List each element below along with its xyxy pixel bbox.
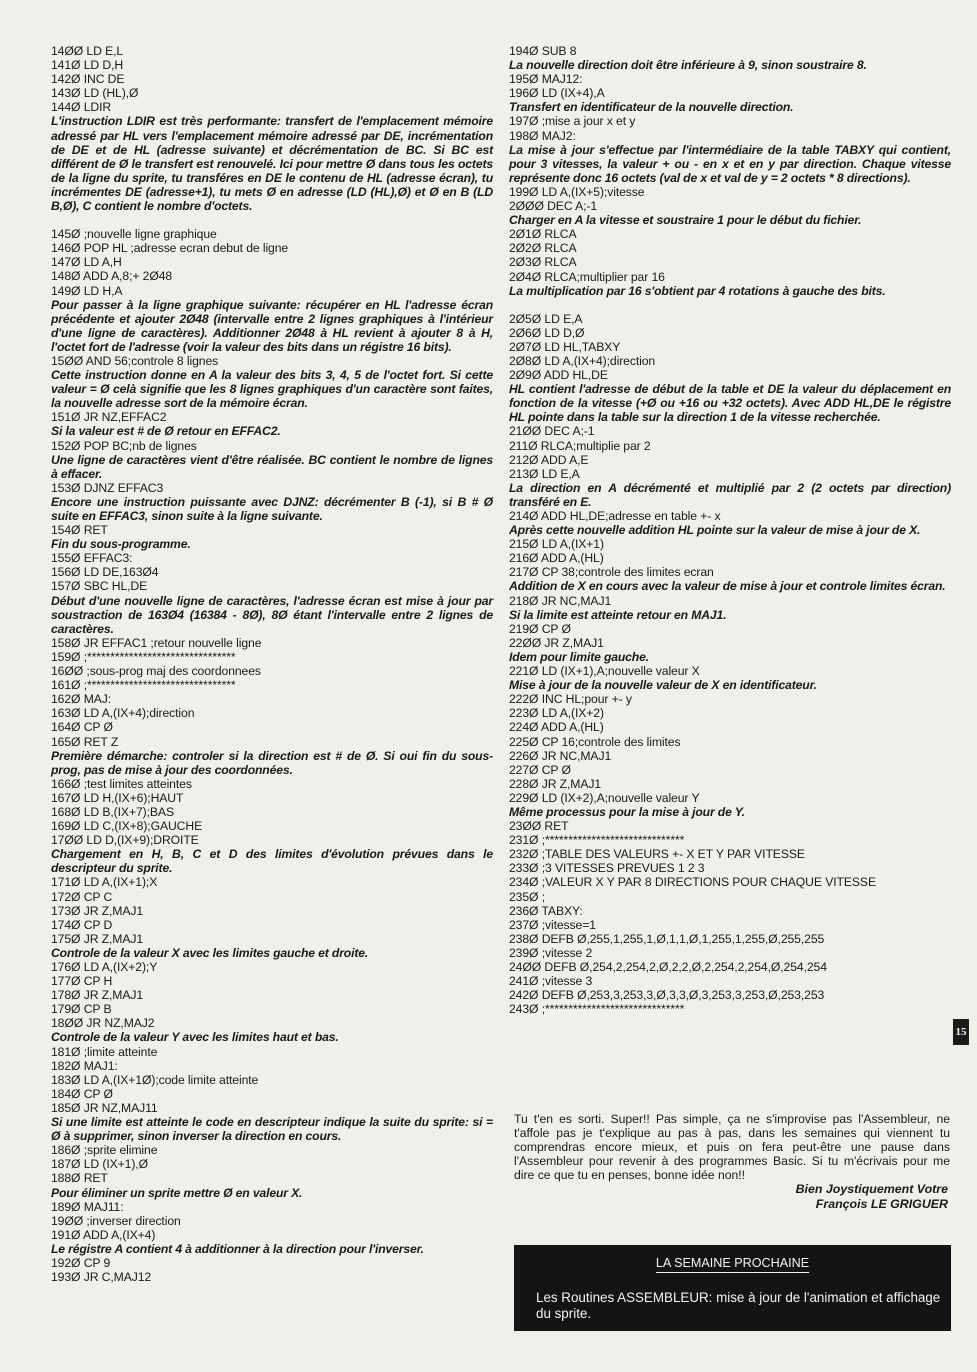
code-line: 149Ø LD H,A bbox=[51, 283, 123, 298]
code-line: 154Ø RET bbox=[51, 523, 108, 538]
code-line: 221Ø LD (IX+1),A;nouvelle valeur X bbox=[509, 664, 700, 679]
closing-section bbox=[514, 1112, 950, 1212]
code-line: 2ØØØ DEC A;-1 bbox=[509, 199, 598, 214]
code-line: 216Ø ADD A,(HL) bbox=[509, 551, 604, 566]
code-line: 2Ø8Ø LD A,(IX+4);direction bbox=[509, 353, 656, 368]
code-line: 158Ø JR EFFAC1 ;retour nouvelle ligne bbox=[51, 635, 262, 650]
code-line: 147Ø LD A,H bbox=[51, 255, 122, 270]
code-line: 229Ø LD (IX+2),A;nouvelle valeur Y bbox=[509, 790, 700, 805]
commentary-text: Pour passer à la ligne graphique suivante: récupérer en HL l'adresse écran précédente et ajouter 2Ø48 (intervalle entre 2 lignes graphiques à l'intérieur d'une ligne de caractères). Additionner 2Ø48 à HL revient à ajouter 8 à H, l'octet fort de l'adresse (voir la valeur des bits dans un régistre 16 bits). bbox=[51, 297, 493, 354]
code-line: 233Ø ;3 VITESSES PREVUES 1 2 3 bbox=[509, 861, 705, 876]
code-line: 156Ø LD DE,163Ø4 bbox=[51, 565, 159, 580]
code-line: 162Ø MAJ: bbox=[51, 692, 112, 707]
code-line: 161Ø ;******************************** bbox=[51, 678, 236, 693]
code-line: 2Ø1Ø RLCA bbox=[509, 227, 577, 242]
code-line: 177Ø CP H bbox=[51, 974, 113, 989]
code-line: 214Ø ADD HL,DE;adresse en table +- x bbox=[509, 509, 721, 523]
code-line: 171Ø LD A,(IX+1);X bbox=[51, 875, 158, 890]
code-line: 239Ø ;vitesse 2 bbox=[509, 945, 593, 960]
commentary-text: Encore une instruction puissante avec DJNZ: décrémenter B (-1), si B # Ø suite en EFFAC3, sinon suite à la ligne suivante. bbox=[51, 494, 493, 523]
left-column bbox=[51, 44, 493, 1284]
closing-paragraph: Tu t'en es sorti. Super!! Pas simple, ça ne s'improvise pas l'Assembleur, ne t'affole pas je t'explique au pas à pas, dans les semaines qui viennent tu comprendras encore mieux, et puis on fera peut-être une pause dans l'Assembleur pour revenir à des programmes Basic. Si tu m'écrivais pour me dire ce que tu en penses, bonne idée non!! bbox=[514, 1112, 950, 1183]
commentary-text: HL contient l'adresse de début de la table et DE la valeur du déplacement en fonction de la vitesse (+Ø ou +16 ou +32 octets). Avec ADD HL,DE le régistre HL pointe dans la table sur la direction 1 de la vitesse recherchée. bbox=[509, 382, 951, 425]
code-line: 197Ø ;mise a jour x et y bbox=[509, 114, 636, 129]
code-line: 159Ø ;******************************** bbox=[51, 649, 236, 664]
code-line: 191Ø ADD A,(IX+4) bbox=[51, 1227, 156, 1242]
commentary-text: Première démarche: controler si la direction est # de Ø. Si oui fin du sous-prog, pas de mise à jour des coordonnées. bbox=[51, 748, 493, 777]
code-line: 157Ø SBC HL,DE bbox=[51, 579, 148, 594]
code-line: 141Ø LD D,H bbox=[51, 58, 124, 73]
code-line: 237Ø ;vitesse=1 bbox=[509, 917, 596, 932]
code-line: 219Ø CP Ø bbox=[509, 621, 571, 636]
code-line: 178Ø JR Z,MAJ1 bbox=[51, 988, 144, 1003]
commentary-text: Fin du sous-programme. bbox=[51, 537, 191, 552]
code-line: 14ØØ LD E,L bbox=[51, 44, 124, 58]
code-line: 235Ø ; bbox=[509, 889, 545, 904]
code-line: 179Ø CP B bbox=[51, 1002, 112, 1017]
code-line: 2Ø3Ø RLCA bbox=[509, 255, 577, 270]
code-line: 213Ø LD E,A bbox=[509, 466, 580, 481]
commentary-text: Mise à jour de la nouvelle valeur de X en identificateur. bbox=[509, 678, 817, 693]
commentary-text: Transfert en identificateur de la nouvelle direction. bbox=[509, 100, 794, 115]
code-line: 168Ø LD B,(IX+7);BAS bbox=[51, 804, 174, 819]
code-line: 19ØØ ;inverser direction bbox=[51, 1213, 181, 1228]
code-line: 189Ø MAJ11: bbox=[51, 1199, 124, 1214]
code-line: 227Ø CP Ø bbox=[509, 762, 571, 777]
code-line: 184Ø CP Ø bbox=[51, 1086, 113, 1101]
code-line: 164Ø CP Ø bbox=[51, 720, 113, 735]
code-line: 193Ø JR C,MAJ12 bbox=[51, 1270, 152, 1285]
code-line: 172Ø CP C bbox=[51, 889, 113, 904]
code-line: 234Ø ;VALEUR X Y PAR 8 DIRECTIONS POUR CHAQUE VITESSE bbox=[509, 875, 876, 890]
code-line: 188Ø RET bbox=[51, 1171, 108, 1186]
code-line: 146Ø POP HL ;adresse ecran debut de ligne bbox=[51, 241, 289, 256]
commentary-text: Chargement en H, B, C et D des limites d'évolution prévues dans le descripteur du sprite. bbox=[51, 847, 493, 876]
code-line: 18ØØ JR NZ,MAJ2 bbox=[51, 1016, 155, 1031]
commentary-text: Le régistre A contient 4 à additionner à la direction pour l'inverser. bbox=[51, 1241, 424, 1256]
code-line: 16ØØ ;sous-prog maj des coordonnees bbox=[51, 664, 261, 679]
code-line: 231Ø ;****************************** bbox=[509, 833, 685, 848]
commentary-text: La multiplication par 16 s'obtient par 4 rotations à gauche des bits. bbox=[509, 283, 886, 298]
commentary-text: Idem pour limite gauche. bbox=[509, 649, 649, 664]
commentary-text: Si une limite est atteinte le code en descripteur indique la suite du sprite: si = Ø à supprimer, sinon inverser la direction en cours. bbox=[51, 1115, 493, 1144]
code-line: 215Ø LD A,(IX+1) bbox=[509, 537, 604, 552]
code-line: 163Ø LD A,(IX+4);direction bbox=[51, 706, 195, 721]
code-line: 153Ø DJNZ EFFAC3 bbox=[51, 480, 164, 495]
code-line: 2Ø2Ø RLCA bbox=[509, 241, 577, 256]
code-line: 144Ø LDIR bbox=[51, 100, 112, 115]
code-line: 196Ø LD (IX+4),A bbox=[509, 86, 605, 101]
code-line: 173Ø JR Z,MAJ1 bbox=[51, 903, 144, 918]
code-line: 242Ø DEFB Ø,253,3,253,3,Ø,3,3,Ø,3,253,3,253,Ø,253,253 bbox=[509, 988, 825, 1003]
code-line: 185Ø JR NZ,MAJ11 bbox=[51, 1100, 158, 1115]
commentary-text: L'instruction LDIR est très performante: transfert de l'emplacement mémoire adressé par HL vers l'emplacement mémoire adressé par DE, incrémentation de DE et de HL (adresse suivante) et décrémentation de BC. Si BC est différent de Ø le transfert est renouvelé. Ici pour mettre Ø dans tous les octets de la ligne du sprite, tu transféres en DE le contenu de HL (adresse écran), tu incrémentes DE (adresse+1), tu mets Ø en adresse (LD (HL),Ø) et Ø en B (LD B,Ø), C contient le nombre d'octets. bbox=[51, 114, 493, 214]
code-line: 151Ø JR NZ,EFFAC2 bbox=[51, 410, 167, 425]
commentary-text: Controle de la valeur X avec les limites gauche et droite. bbox=[51, 945, 369, 960]
code-line: 192Ø CP 9 bbox=[51, 1255, 111, 1270]
code-line: 224Ø ADD A,(HL) bbox=[509, 720, 604, 735]
next-week-box bbox=[514, 1245, 951, 1331]
signature-line-2: François LE GRIGUER bbox=[815, 1197, 948, 1212]
code-line: 198Ø MAJ2: bbox=[509, 128, 576, 143]
code-line: 148Ø ADD A,8;+ 2Ø48 bbox=[51, 269, 173, 284]
commentary-text: Même processus pour la mise à jour de Y. bbox=[509, 804, 745, 819]
code-line: 228Ø JR Z,MAJ1 bbox=[509, 776, 602, 791]
spacer bbox=[509, 298, 951, 312]
code-line: 211Ø RLCA;multiplie par 2 bbox=[509, 438, 651, 453]
commentary-text: Si la valeur est # de Ø retour en EFFAC2. bbox=[51, 424, 281, 439]
code-line: 236Ø TABXY: bbox=[509, 903, 583, 918]
code-line: 174Ø CP D bbox=[51, 917, 113, 932]
code-line: 186Ø ;sprite elimine bbox=[51, 1143, 158, 1158]
next-week-text: Les Routines ASSEMBLEUR: mise à jour de l'animation et affichage du sprite. bbox=[536, 1290, 941, 1321]
code-line: 169Ø LD C,(IX+8);GAUCHE bbox=[51, 819, 203, 834]
code-line: 194Ø SUB 8 bbox=[509, 44, 577, 58]
code-line: 2Ø4Ø RLCA;multiplier par 16 bbox=[509, 269, 665, 284]
code-line: 23ØØ RET bbox=[509, 819, 569, 834]
code-line: 199Ø LD A,(IX+5);vitesse bbox=[509, 184, 645, 199]
code-line: 167Ø LD H,(IX+6);HAUT bbox=[51, 790, 184, 805]
commentary-text: La nouvelle direction doit être inférieure à 9, sinon soustraire 8. bbox=[509, 58, 867, 73]
code-line: 225Ø CP 16;controle des limites bbox=[509, 734, 681, 749]
code-line: 2Ø7Ø LD HL,TABXY bbox=[509, 339, 621, 354]
code-line: 223Ø LD A,(IX+2) bbox=[509, 706, 604, 721]
commentary-text: Controle de la valeur Y avec les limites haut et bas. bbox=[51, 1030, 339, 1045]
code-line: 217Ø CP 38;controle des limites ecran bbox=[509, 565, 714, 580]
code-line: 182Ø MAJ1: bbox=[51, 1058, 118, 1073]
spacer bbox=[51, 213, 493, 227]
code-line: 21ØØ DEC A;-1 bbox=[509, 424, 595, 439]
code-line: 2Ø9Ø ADD HL,DE bbox=[509, 368, 608, 383]
code-line: 15ØØ AND 56;controle 8 lignes bbox=[51, 353, 219, 368]
code-line: 145Ø ;nouvelle ligne graphique bbox=[51, 227, 217, 242]
code-line: 212Ø ADD A,E bbox=[509, 452, 589, 467]
code-line: 181Ø ;limite atteinte bbox=[51, 1044, 158, 1059]
commentary-text: Addition de X en cours avec la valeur de mise à jour et controle limites écran. bbox=[509, 579, 946, 594]
code-line: 241Ø ;vitesse 3 bbox=[509, 974, 593, 989]
next-week-title-text: LA SEMAINE PROCHAINE bbox=[656, 1256, 809, 1273]
next-week-title bbox=[514, 1255, 951, 1271]
code-line: 24ØØ DEFB Ø,254,2,254,2,Ø,2,2,Ø,2,254,2,254,Ø,254,254 bbox=[509, 960, 827, 974]
commentary-text: Pour éliminer un sprite mettre Ø en valeur X. bbox=[51, 1185, 303, 1200]
code-line: 187Ø LD (IX+1),Ø bbox=[51, 1157, 148, 1172]
commentary-text: Une ligne de caractères vient d'être réalisée. BC contient le nombre de lignes à effacer. bbox=[51, 452, 493, 481]
code-line: 17ØØ LD D,(IX+9);DROITE bbox=[51, 833, 199, 848]
commentary-text: Cette instruction donne en A la valeur des bits 3, 4, 5 de l'octet fort. Si cette valeur = Ø celà signifie que les 8 lignes graphiques d'un caractère sont faites, la nouvelle adresse sort de la mémoire écran. bbox=[51, 368, 493, 411]
code-line: 183Ø LD A,(IX+1Ø);code limite atteinte bbox=[51, 1072, 259, 1087]
code-line: 155Ø EFFAC3: bbox=[51, 551, 133, 566]
signature-line-1: Bien Joystiquement Votre bbox=[795, 1182, 948, 1197]
code-line: 243Ø ;****************************** bbox=[509, 1002, 685, 1017]
code-line: 165Ø RET Z bbox=[51, 734, 119, 749]
commentary-text: Si la limite est atteinte retour en MAJ1. bbox=[509, 607, 727, 622]
code-line: 195Ø MAJ12: bbox=[509, 72, 583, 87]
code-line: 152Ø POP BC;nb de lignes bbox=[51, 438, 197, 453]
code-line: 218Ø JR NC,MAJ1 bbox=[509, 593, 612, 608]
code-line: 175Ø JR Z,MAJ1 bbox=[51, 931, 144, 946]
commentary-text: La direction en A décrémenté et multiplié par 2 (2 octets par direction) transféré en E. bbox=[509, 480, 951, 509]
code-line: 142Ø INC DE bbox=[51, 72, 125, 87]
commentary-text: Début d'une nouvelle ligne de caractères, l'adresse écran est mise à jour par soustraction de 163Ø4 (16384 - 8Ø), 8Ø étant l'intervalle entre 2 lignes de caractères. bbox=[51, 593, 493, 636]
code-line: 166Ø ;test limites atteintes bbox=[51, 776, 192, 791]
code-line: 222Ø INC HL;pour +- y bbox=[509, 692, 632, 707]
code-line: 2Ø5Ø LD E,A bbox=[509, 311, 583, 326]
code-line: 143Ø LD (HL),Ø bbox=[51, 86, 139, 101]
commentary-text: Après cette nouvelle addition HL pointe sur la valeur de mise à jour de X. bbox=[509, 523, 921, 538]
code-line: 22ØØ JR Z,MAJ1 bbox=[509, 635, 604, 650]
right-column bbox=[509, 44, 951, 1016]
commentary-text: Charger en A la vitesse et soustraire 1 pour le début du fichier. bbox=[509, 213, 862, 228]
code-line: 176Ø LD A,(IX+2);Y bbox=[51, 960, 158, 974]
code-line: 238Ø DEFB Ø,255,1,255,1,Ø,1,1,Ø,1,255,1,255,Ø,255,255 bbox=[509, 931, 825, 946]
code-line: 226Ø JR NC,MAJ1 bbox=[509, 748, 612, 763]
code-line: 2Ø6Ø LD D,Ø bbox=[509, 325, 585, 340]
commentary-text: La mise à jour s'effectue par l'intermédiaire de la table TABXY qui contient, pour 3 vitesses, la valeur + ou - en x et en y par direction. Chaque vitesse représente donc 16 octets (val de x et val de y = 2 octets * 8 directions). bbox=[509, 142, 951, 185]
code-line: 232Ø ;TABLE DES VALEURS +- X ET Y PAR VITESSE bbox=[509, 847, 805, 862]
page-number: 15 bbox=[953, 1019, 969, 1045]
